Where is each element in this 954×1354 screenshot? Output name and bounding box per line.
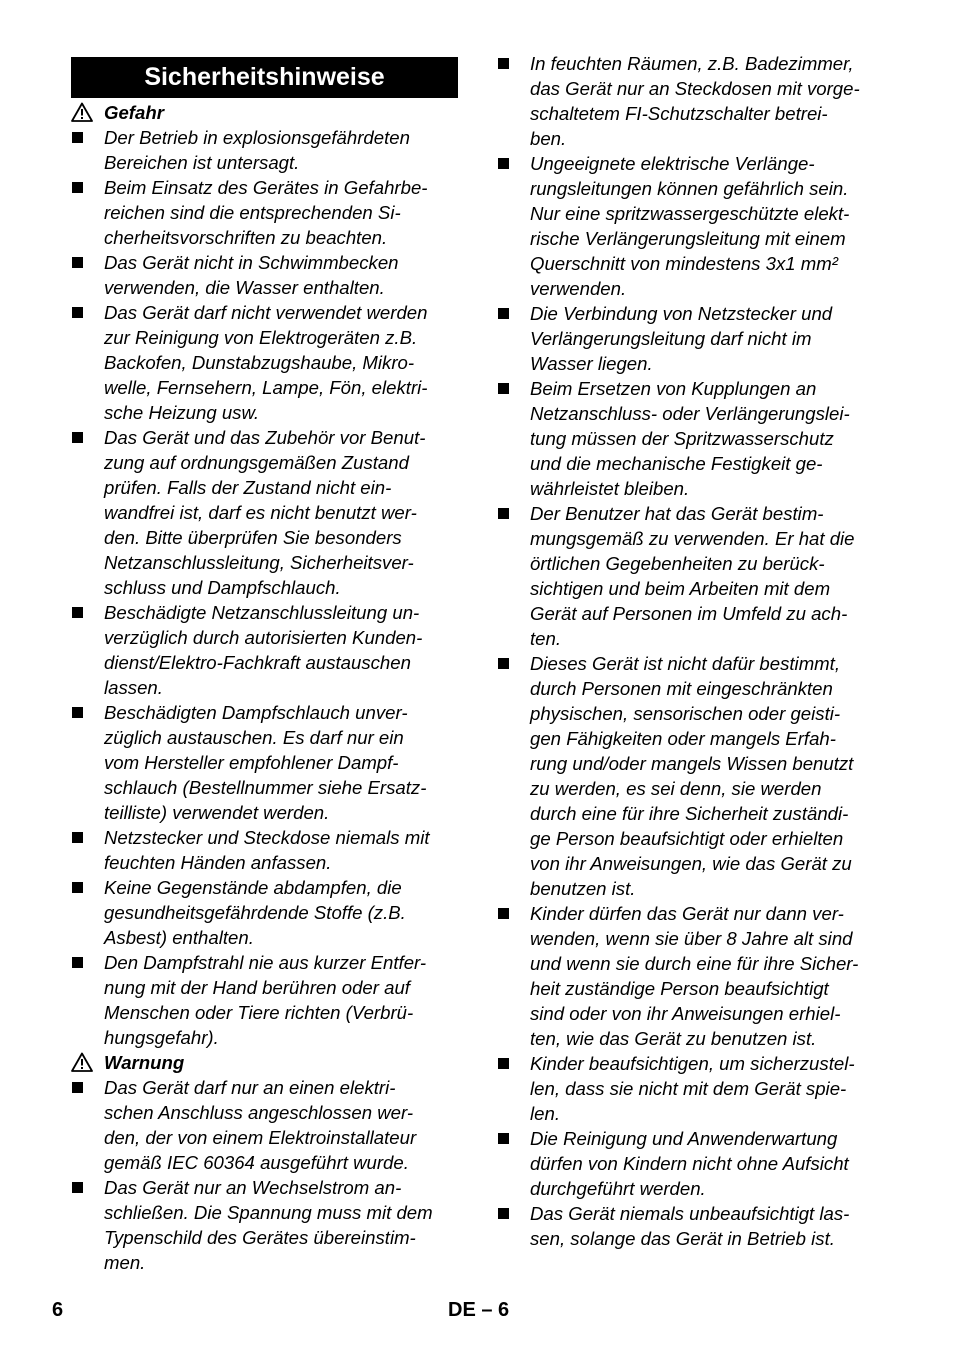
list-item	[71, 300, 461, 425]
list-item-line: ge Person beaufsichtigt oder erhielten	[530, 828, 844, 849]
list-item	[71, 1075, 461, 1175]
list-item-line: währleistet bleiben.	[530, 478, 690, 499]
list-item-line: mungsgemäß zu verwenden. Er hat die	[530, 528, 855, 549]
list-item-line: Netzstecker und Steckdose niemals mit	[104, 827, 430, 848]
list-item-line: Ungeeignete elektrische Verlänge-	[530, 153, 815, 174]
list-item	[497, 376, 892, 501]
list-item-line: schließen. Die Spannung muss mit dem	[104, 1202, 433, 1223]
square-bullet-icon	[72, 832, 83, 843]
list-item-line: Wasser liegen.	[530, 353, 653, 374]
list-item-line: Das Gerät nicht in Schwimmbecken	[104, 252, 399, 273]
list-item-line: len.	[530, 1103, 560, 1124]
list-item	[71, 175, 461, 250]
list-item-line: und wenn sie durch eine für ihre Sicher-	[530, 953, 859, 974]
list-item-line: Den Dampfstrahl nie aus kurzer Entfer-	[104, 952, 427, 973]
list-item-line: cherheitsvorschriften zu beachten.	[104, 227, 388, 248]
list-item-line: sichtigen und beim Arbeiten mit dem	[530, 578, 831, 599]
left-safety-list	[71, 100, 461, 1275]
list-item-line: sind oder von ihr Anweisungen erhiel-	[530, 1003, 841, 1024]
warning-heading	[71, 100, 461, 125]
square-bullet-icon	[72, 132, 83, 143]
list-item-line: vom Hersteller empfohlener Dampf-	[104, 752, 399, 773]
right-safety-list	[497, 51, 892, 1251]
list-item-line: Das Gerät niemals unbeaufsichtigt las-	[530, 1203, 850, 1224]
list-item-line: Gerät auf Personen im Umfeld zu ach-	[530, 603, 848, 624]
list-item-line: ten, wie das Gerät zu benutzen ist.	[530, 1028, 817, 1049]
square-bullet-icon	[72, 707, 83, 718]
list-item	[497, 901, 892, 1051]
list-item-line: von ihr Anweisungen, wie das Gerät zu	[530, 853, 852, 874]
list-item-line: Menschen oder Tiere richten (Verbrü-	[104, 1002, 414, 1023]
list-item-line: prüfen. Falls der Zustand nicht ein-	[104, 477, 392, 498]
list-item-line: zur Reinigung von Elektrogeräten z.B.	[104, 327, 418, 348]
square-bullet-icon	[498, 1133, 509, 1144]
list-item-line: schen Anschluss angeschlossen wer-	[104, 1102, 414, 1123]
list-item-line: benutzen ist.	[530, 878, 636, 899]
list-item	[497, 1126, 892, 1201]
list-item	[497, 1201, 892, 1251]
list-item	[71, 425, 461, 600]
page-number: 6	[52, 1299, 64, 1321]
list-item-line: nung mit der Hand berühren oder auf	[104, 977, 410, 998]
square-bullet-icon	[72, 607, 83, 618]
list-item-line: Die Reinigung und Anwenderwartung	[530, 1128, 838, 1149]
square-bullet-icon	[498, 383, 509, 394]
list-item-line: wandfrei ist, darf es nicht benutzt wer-	[104, 502, 417, 523]
list-item	[497, 651, 892, 901]
square-bullet-icon	[498, 908, 509, 919]
warning-label: Gefahr	[104, 102, 164, 123]
list-item-line: Das Gerät und das Zubehör vor Benut-	[104, 427, 426, 448]
square-bullet-icon	[72, 882, 83, 893]
list-item-line: verwenden.	[530, 278, 627, 299]
list-item-line: Der Betrieb in explosionsgefährdeten	[104, 127, 410, 148]
list-item	[71, 250, 461, 300]
list-item-line: gemäß IEC 60364 ausgeführt wurde.	[104, 1152, 409, 1173]
list-item-line: zu werden, es sei denn, sie werden	[530, 778, 822, 799]
list-item-line: Backofen, Dunstabzugshaube, Mikro-	[104, 352, 415, 373]
list-item-line: physischen, sensorischen oder geisti-	[530, 703, 841, 724]
list-item-line: reichen sind die entsprechenden Si-	[104, 202, 401, 223]
list-item-line: zung auf ordnungsgemäßen Zustand	[104, 452, 409, 473]
list-item-line: sche Heizung usw.	[104, 402, 260, 423]
list-item-line: schaltetem FI-Schutzschalter betrei-	[530, 103, 828, 124]
list-item-line: Beim Einsatz des Gerätes in Gefahrbe-	[104, 177, 428, 198]
list-item	[71, 600, 461, 700]
list-item-line: Verlängerungsleitung darf nicht im	[530, 328, 812, 349]
list-item-line: durch eine für ihre Sicherheit zuständi-	[530, 803, 849, 824]
list-item-line: schlauch (Bestellnummer siehe Ersatz-	[104, 777, 427, 798]
page-section-label: DE – 6	[448, 1299, 510, 1321]
list-item-line: gesundheitsgefährdende Stoffe (z.B.	[104, 902, 406, 923]
list-item	[497, 301, 892, 376]
list-item-line: durchgeführt werden.	[530, 1178, 706, 1199]
list-item	[71, 125, 461, 175]
list-item-line: den. Bitte überprüfen Sie besonders	[104, 527, 402, 548]
square-bullet-icon	[72, 1082, 83, 1093]
list-item-line: rung und/oder mangels Wissen benutzt	[530, 753, 854, 774]
list-item	[71, 950, 461, 1050]
list-item-line: Beschädigten Dampfschlauch unver-	[104, 702, 408, 723]
list-item-line: ten.	[530, 628, 562, 649]
list-item-line: gen Fähigkeiten oder mangels Erfah-	[530, 728, 836, 749]
list-item-line: rische Verlängerungsleitung mit einem	[530, 228, 846, 249]
list-item-line: und die mechanische Festigkeit ge-	[530, 453, 823, 474]
list-item	[497, 51, 892, 151]
list-item-line: len, dass sie nicht mit dem Gerät spie-	[530, 1078, 847, 1099]
list-item-line: feuchten Händen anfassen.	[104, 852, 332, 873]
list-item-line: Das Gerät darf nur an einen elektri-	[104, 1077, 396, 1098]
square-bullet-icon	[498, 58, 509, 69]
list-item-line: verzüglich durch autorisierten Kunden-	[104, 627, 423, 648]
list-item-line: Kinder dürfen das Gerät nur dann ver-	[530, 903, 844, 924]
list-item-line: Asbest) enthalten.	[104, 927, 254, 948]
list-item-line: Die Verbindung von Netzstecker und	[530, 303, 833, 324]
list-item-line: Netzanschlussleitung, Sicherheitsver-	[104, 552, 414, 573]
square-bullet-icon	[72, 957, 83, 968]
list-item-line: den, der von einem Elektroinstallateur	[104, 1127, 417, 1148]
section-heading: Sicherheitshinweise	[71, 57, 458, 98]
list-item-line: örtlichen Gegebenheiten zu berück-	[530, 553, 825, 574]
list-item	[497, 501, 892, 651]
square-bullet-icon	[72, 307, 83, 318]
list-item-line: Beim Ersetzen von Kupplungen an	[530, 378, 817, 399]
list-item-line: rungsleitungen können gefährlich sein.	[530, 178, 849, 199]
list-item-line: Das Gerät darf nicht verwendet werden	[104, 302, 428, 323]
list-item-line: Der Benutzer hat das Gerät bestim-	[530, 503, 824, 524]
list-item-line: sen, solange das Gerät in Betrieb ist.	[530, 1228, 835, 1249]
list-item-line: teilliste) verwendet werden.	[104, 802, 330, 823]
list-item-line: verwenden, die Wasser enthalten.	[104, 277, 385, 298]
square-bullet-icon	[498, 1208, 509, 1219]
list-item-line: Das Gerät nur an Wechselstrom an-	[104, 1177, 402, 1198]
square-bullet-icon	[498, 308, 509, 319]
square-bullet-icon	[498, 158, 509, 169]
list-item-line: Typenschild des Gerätes übereinstim-	[104, 1227, 416, 1248]
list-item-line: tung müssen der Spritzwasserschutz	[530, 428, 834, 449]
warning-label: Warnung	[104, 1052, 185, 1073]
square-bullet-icon	[72, 432, 83, 443]
list-item-line: wenden, wenn sie über 8 Jahre alt sind	[530, 928, 853, 949]
list-item-line: men.	[104, 1252, 146, 1273]
list-item-line: hungsgefahr).	[104, 1027, 219, 1048]
list-item-line: heit zuständige Person beaufsichtigt	[530, 978, 829, 999]
warning-heading	[71, 1050, 461, 1075]
list-item	[497, 1051, 892, 1126]
list-item-line: das Gerät nur an Steckdosen mit vorge-	[530, 78, 860, 99]
list-item-line: In feuchten Räumen, z.B. Badezimmer,	[530, 53, 854, 74]
list-item-line: züglich austauschen. Es darf nur ein	[104, 727, 404, 748]
list-item	[71, 1175, 461, 1275]
warning-triangle-icon	[71, 102, 93, 122]
list-item	[497, 151, 892, 301]
square-bullet-icon	[72, 1182, 83, 1193]
list-item-line: durch Personen mit eingeschränkten	[530, 678, 833, 699]
list-item-line: Keine Gegenstände abdampfen, die	[104, 877, 402, 898]
list-item-line: lassen.	[104, 677, 163, 698]
square-bullet-icon	[498, 508, 509, 519]
square-bullet-icon	[498, 658, 509, 669]
list-item-line: Kinder beaufsichtigen, um sicherzustel-	[530, 1053, 855, 1074]
square-bullet-icon	[498, 1058, 509, 1069]
list-item-line: welle, Fernsehern, Lampe, Fön, elektri-	[104, 377, 428, 398]
list-item	[71, 700, 461, 825]
warning-triangle-icon	[71, 1052, 93, 1072]
list-item	[71, 825, 461, 875]
list-item-line: dienst/Elektro-Fachkraft austauschen	[104, 652, 411, 673]
list-item-line: Bereichen ist untersagt.	[104, 152, 300, 173]
list-item-line: ben.	[530, 128, 567, 149]
list-item-line: Nur eine spritzwassergeschützte elekt-	[530, 203, 850, 224]
list-item-line: schluss und Dampfschlauch.	[104, 577, 341, 598]
list-item-line: Querschnitt von mindestens 3x1 mm²	[530, 253, 838, 274]
square-bullet-icon	[72, 182, 83, 193]
list-item	[71, 875, 461, 950]
list-item-line: Dieses Gerät ist nicht dafür bestimmt,	[530, 653, 841, 674]
list-item-line: dürfen von Kindern nicht ohne Aufsicht	[530, 1153, 849, 1174]
list-item-line: Beschädigte Netzanschlussleitung un-	[104, 602, 420, 623]
list-item-line: Netzanschluss- oder Verlängerungslei-	[530, 403, 850, 424]
square-bullet-icon	[72, 257, 83, 268]
